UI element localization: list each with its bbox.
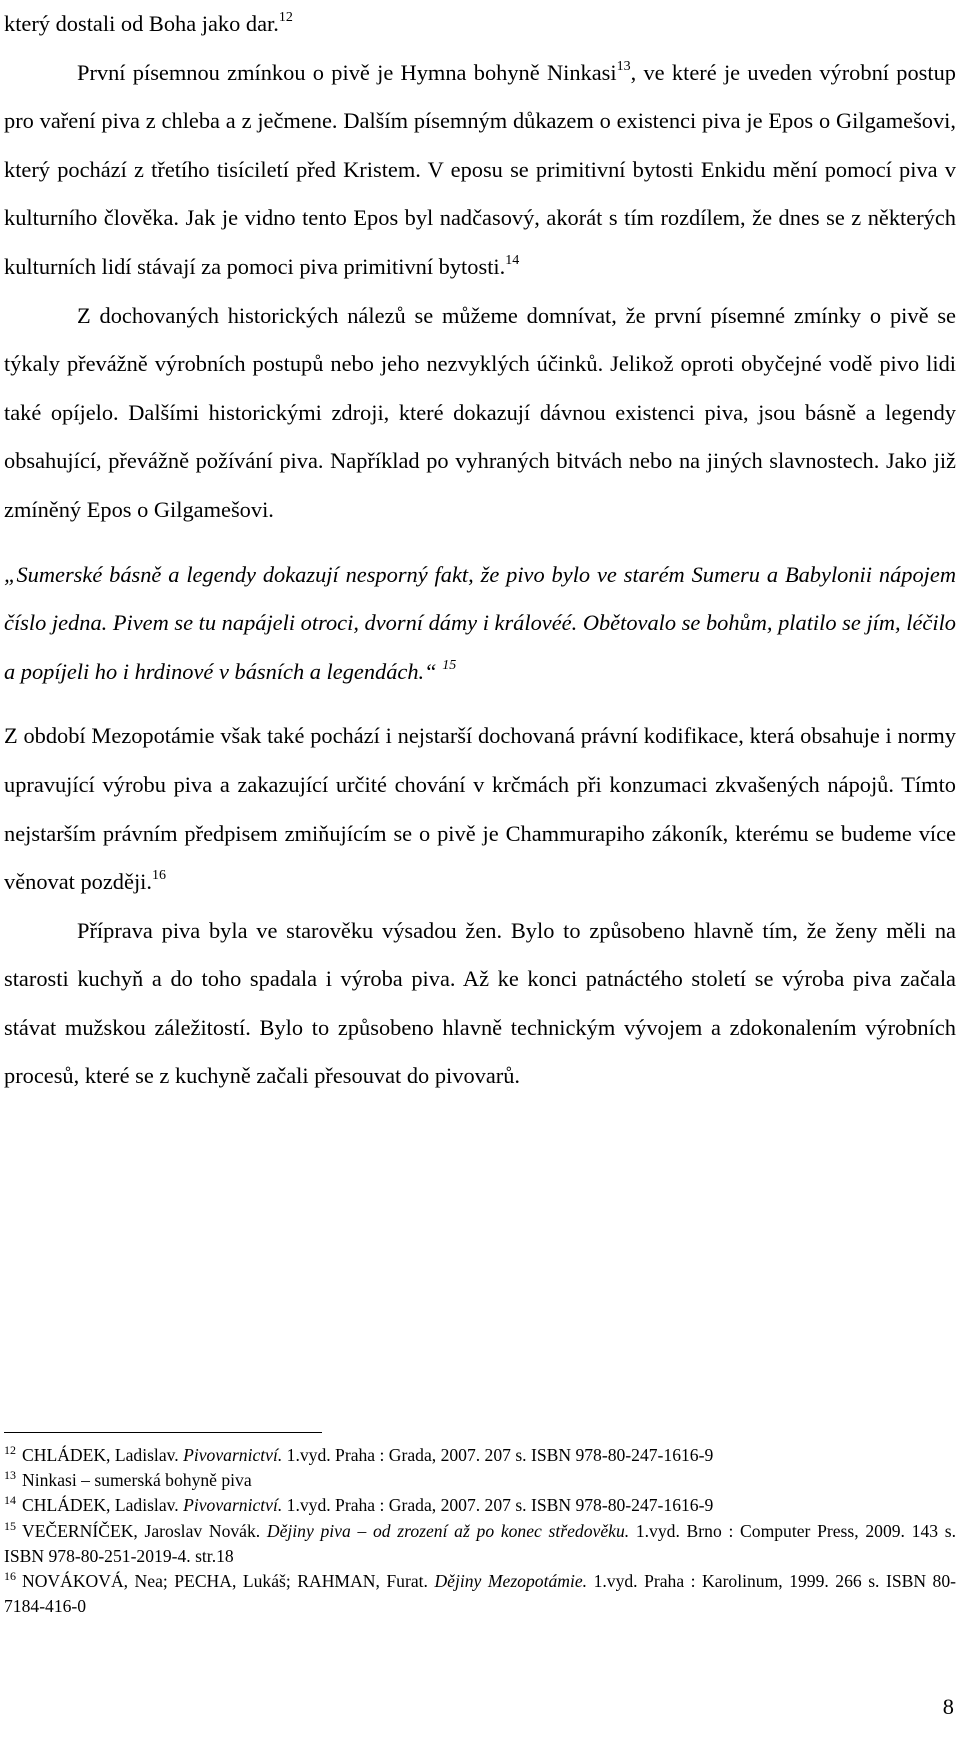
text-run: Ninkasi – sumerská bohyně piva bbox=[22, 1470, 252, 1491]
footnote-ref: 16 bbox=[151, 868, 166, 884]
text-run: 1.vyd. Praha : Grada, 2007. 207 s. ISBN 978-80-247-1616-9 bbox=[282, 1445, 714, 1465]
text-run: 1.vyd. Praha : Karolinum, 1999. 266 s. ISBN 80-7184-416-0 bbox=[4, 1571, 957, 1617]
text-run: „Sumerské básně a legendy dokazují nesporný fakt, že pivo bylo ve starém Sumeru a Babylonii nápojem číslo jedna. Pivem se tu napájeli otroci, dvorní dámy i královéé. Obětovalo se bohům, platilo se jím, léčilo a popíjeli ho i hrdinové v básních a legendách.“ bbox=[4, 561, 956, 684]
italic-title: Pivovarnictví. bbox=[183, 1445, 283, 1465]
footnote-number: 14 bbox=[4, 1493, 16, 1508]
footnote-13 bbox=[4, 1468, 956, 1493]
text-run: CHLÁDEK, Ladislav. bbox=[22, 1445, 184, 1465]
footnote-12 bbox=[4, 1443, 956, 1468]
body-text bbox=[4, 0, 956, 1101]
text-run: , ve které je uveden výrobní postup pro vaření piva z chleba a z ječmene. Dalším písemným důkazem o existenci piva je Epos o Gilgamešovi, který pochází z třetího tisíciletí před Kristem. V eposu se primitivní bytosti Enkidu mění pomocí piva v kulturního člověka. Jak je vidno tento Epos byl nadčasový, akorát s tím rozdílem, že dnes se z některých kulturních lidí stávají za pomoci piva primitivní bytosti. bbox=[4, 59, 956, 279]
footnote-number: 12 bbox=[4, 1443, 16, 1457]
footnote-separator bbox=[4, 1432, 322, 1433]
footnote-15 bbox=[4, 1519, 956, 1569]
paragraph-beer-preparation bbox=[4, 907, 956, 1101]
paragraph-historical-finds bbox=[4, 292, 956, 535]
footnote-14 bbox=[4, 1493, 956, 1518]
italic-title: Dějiny Mezopotámie. bbox=[434, 1571, 588, 1592]
italic-title: Dějiny piva – od zrození až po konec středověku. bbox=[266, 1520, 630, 1541]
text-run: Z dochovaných historických nálezů se můžeme domnívat, že první písemné zmínky o pivě se týkaly převážně výrobních postupů nebo jeho nezvyklých účinků. Jelikož oproti obyčejné vodě pivo lidi také opíjelo. Dalšími historickými zdroji, které dokazují dávnou existenci piva, jsou básně a legendy obsahující, převážně požívání piva. Například po vyhraných bitvách nebo na jiných slavnostech. Jako již zmíněný Epos o Gilgamešovi. bbox=[4, 302, 956, 522]
text-run: který dostali od Boha jako dar. bbox=[4, 11, 279, 36]
footnote-16 bbox=[4, 1569, 956, 1619]
footnote-number: 13 bbox=[4, 1468, 16, 1483]
paragraph-mesopotamia-law bbox=[4, 712, 956, 906]
footnote-ref: 14 bbox=[505, 252, 520, 268]
footnote-ref: 15 bbox=[442, 657, 457, 673]
text-run: Příprava piva byla ve starověku výsadou žen. Bylo to způsobeno hlavně tím, že ženy měli na starosti kuchyň a do toho spadala i výroba piva. Až ke konci patnáctého století se výroba piva začala stávat mužskou záležitostí. Bylo to způsobeno hlavně technickým vývojem a zdokonalením výrobních procesů, které se z kuchyně začali přesouvat do pivovarů. bbox=[4, 917, 956, 1089]
paragraph-hymn-ninkasi bbox=[4, 49, 956, 292]
block-quote-sumerian bbox=[4, 551, 956, 697]
text-run: NOVÁKOVÁ, Nea; PECHA, Lukáš; RAHMAN, Furat. bbox=[22, 1571, 435, 1592]
footnote-ref: 12 bbox=[278, 10, 293, 25]
footnote-ref: 13 bbox=[616, 58, 631, 74]
text-run: 1.vyd. Praha : Grada, 2007. 207 s. ISBN 978-80-247-1616-9 bbox=[282, 1495, 714, 1516]
paragraph-continuation bbox=[4, 0, 956, 49]
text-run: 1.vyd. Brno : Computer Press, 2009. 143 s. ISBN 978-80-251-2019-4. str.18 bbox=[4, 1520, 956, 1566]
italic-title: Pivovarnictví. bbox=[183, 1495, 283, 1516]
text-run: VEČERNÍČEK, Jaroslav Novák. bbox=[22, 1520, 267, 1541]
footnote-number: 16 bbox=[4, 1569, 16, 1584]
text-run: První písemnou zmínkou o pivě je Hymna bohyně Ninkasi bbox=[77, 59, 617, 85]
footnote-number: 15 bbox=[4, 1518, 16, 1533]
text-run: CHLÁDEK, Ladislav. bbox=[22, 1495, 184, 1516]
page-number: 8 bbox=[942, 1694, 954, 1719]
text-run: Z období Mezopotámie však také pochází i nejstarší dochovaná právní kodifikace, která obsahuje i normy upravující výrobu piva a zakazující určité chování v krčmách při konzumaci zkvašených nápojů. Tímto nejstarším právním předpisem zmiňujícím se o pivě je Chammurapiho zákoník, kterému se budeme více věnovat později. bbox=[4, 723, 956, 895]
footnotes bbox=[4, 1443, 956, 1619]
